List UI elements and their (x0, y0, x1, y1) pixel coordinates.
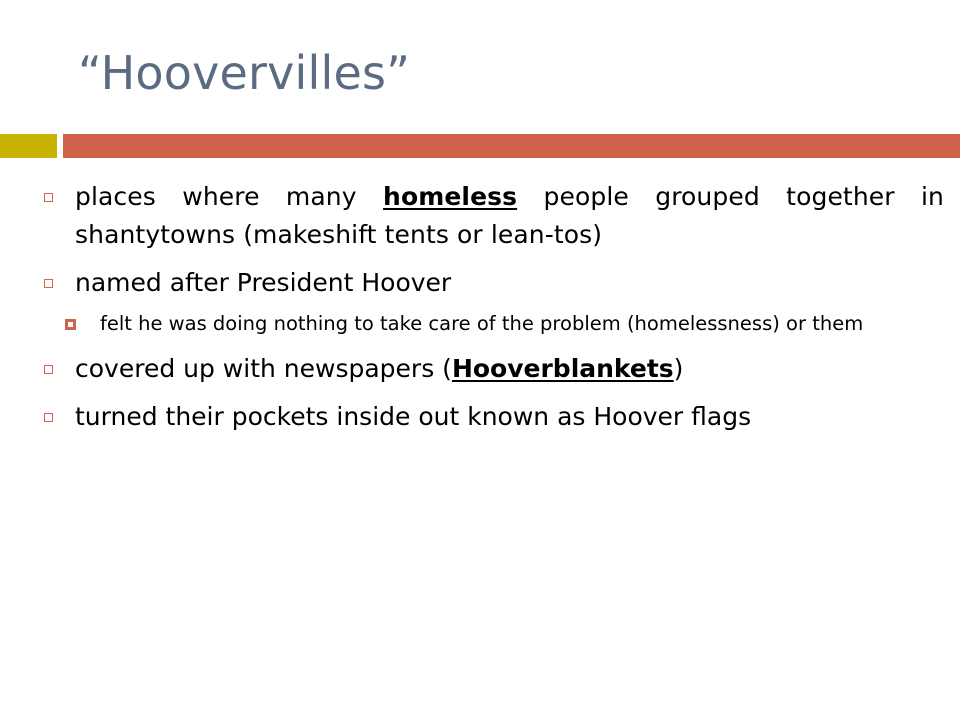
hollow-square-bullet-icon (44, 365, 53, 374)
hollow-square-bullet-icon (44, 413, 53, 422)
emphasis-text: homeless (383, 182, 518, 211)
bullet-text: places where many (75, 182, 384, 211)
title-accent-bar-main (63, 134, 960, 158)
bullet-text: turned their pockets inside out known as Hoover flags (75, 402, 752, 431)
bullet-text: ) (673, 354, 684, 383)
bullet-item (44, 264, 944, 302)
hollow-square-bullet-icon (44, 193, 53, 202)
bullet-text: covered up with newspapers ( (75, 354, 452, 383)
bullet-text: people grouped together in shantytowns (makeshift tents or lean-tos) (75, 182, 945, 249)
bullet-item (44, 398, 944, 436)
slide-content (44, 178, 944, 446)
bullet-text: named after President Hoover (75, 268, 452, 297)
sub-bullet-text: felt he was doing nothing to take care of the problem (homelessness) or them (100, 312, 864, 335)
title-accent-bar-left (0, 134, 57, 158)
filled-square-bullet-icon (65, 319, 76, 330)
emphasis-text: Hooverblankets (451, 354, 674, 383)
bullet-item (44, 178, 944, 254)
hollow-square-bullet-icon (44, 279, 53, 288)
bullet-item (44, 350, 944, 388)
slide-title: “Hoovervilles” (78, 46, 411, 100)
sub-bullet-item (65, 308, 944, 340)
